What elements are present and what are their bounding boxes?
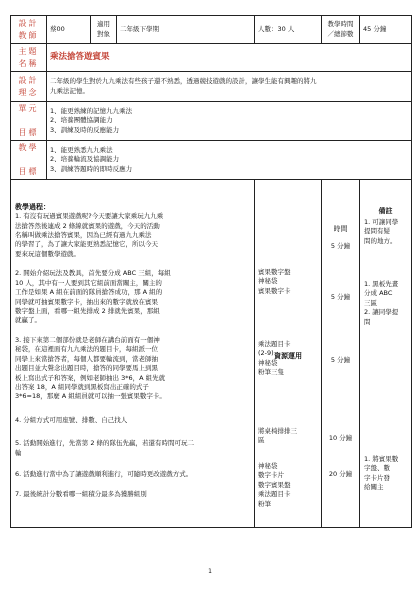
resources-header: 資源運用 — [274, 352, 302, 361]
header-row — [11, 16, 412, 44]
unit-goals-list: 1、能更熟練的記憶九九乘法 2、培養團體協調能力 3、訓練及時的反應能力 — [47, 102, 412, 141]
concept-text: 二年級的學生對於九九乘法有些孩子還不熟悉，透過競技遊戲的設計，讓學生能有興趣的將九 九乘法記憶。 — [47, 72, 412, 102]
time-header: 時間 — [333, 225, 348, 233]
process-step-6: 6. 活動進行當中為了讓遊戲順利進行，可隨時更改遊戲方式。 — [15, 470, 193, 479]
note-group-2: 1. 黑板先畫 分成 ABC 三區 2. 讓同學提 問 — [364, 280, 399, 326]
process-step-1: 1. 有沒有玩過賓果遊戲呢?今天要讓大家乘玩九九乘 法搶答然後連成 2 條線就賓果的遊戲，今天的活動 名稱叫做乘法搶答賓果，因為已經有過九九乘法 的學習了，為了讓大家能更熟悉記憶它，所以今天 要來玩這個數學遊戲。 — [15, 212, 164, 258]
topic-label: 主題 名稱 — [11, 44, 47, 72]
concept-row — [11, 72, 412, 102]
process-steps — [11, 180, 255, 528]
teaching-goals-list: 1、能更熟悉九九乘法 2、培養輪流及協調能力 3、訓練答題時的即時反應力 — [47, 141, 412, 180]
audience-label: 適用 對象 — [91, 16, 117, 44]
time-label: 教學時間 ／總節數 — [322, 16, 360, 44]
time-value: 45 分鐘 — [360, 16, 412, 44]
resource-group-3: 將桌椅排排三 區 — [258, 427, 297, 445]
resource-group-4: 神秘袋 數字卡片 數字賓果盤 乘法題目卡 粉筆 — [258, 462, 291, 508]
teaching-goals-row — [11, 141, 412, 180]
process-step-3: 3. 接下來第二個部份就是老師在講台前面有一個神 秘袋，在這裡面有九九乘法的題目卡，每組派一位 同學上來當搶答者，每個人都要輪流到，當老師抽 出題目並大聲念出題目時，搶答的同學要馬上到黑 板上寫出式子和答案，例如老師抽出 3*6，A 組先就 出答案 18，A 組同學就到黑板寫出正確的式子 3*6=18，那麼 A 組組員就可以抽一張賓果數字卡。 — [15, 335, 166, 401]
student-count: 人數：30 人 — [255, 16, 322, 44]
process-step-5: 5. 活動開始進行，先當第 2 條的隊伍先贏，若還有時間可玩二 輪 — [15, 439, 195, 457]
notes-header: 備註 — [378, 207, 393, 215]
process-step-7: 7. 最後統計分數看哪一組積分最多為獲勝組別 — [15, 489, 147, 498]
lesson-plan-table — [10, 15, 412, 528]
time-step-2: 5 分鐘 — [330, 293, 351, 301]
audience-value: 二年級下學期 — [117, 16, 255, 44]
page-number: 1 — [208, 568, 212, 575]
topic-row — [11, 44, 412, 72]
resource-group-2: 乘法題目卡 (2-9) 神秘袋 粉筆三隻 — [258, 340, 291, 377]
time-step-4: 10 分鐘 — [328, 434, 353, 442]
unit-goals-row — [11, 102, 412, 141]
process-row — [11, 180, 412, 528]
designer-value: 蔡00 — [47, 16, 91, 44]
topic-value: 乘法搶答遊賓果 — [47, 44, 412, 72]
time-step-1: 5 分鐘 — [330, 242, 351, 250]
time-step-5: 20 分鐘 — [328, 470, 353, 478]
process-step-2: 2. 開始介紹玩法及教具，首先要分成 ABC 三組，每組 10 人，其中有一人要到其它組前面當關主，關主的 工作是如果 A 組在前面的隊員搶答成功，那 A 組的 同學就可抽賓果數字卡，抽出來的數字就放在賓果 數字盤上面，看哪一組先排成 2 排就先賓果，那組 就贏了。 — [15, 269, 171, 325]
process-step-4: 4. 分組方式可用座號、排數、自己找人 — [15, 415, 128, 424]
time-step-3: 5 分鐘 — [330, 356, 351, 364]
process-title: 教學過程： — [15, 203, 50, 212]
note-group-3: 1. 將賓果數 字盤、數 字卡片發 給關主 — [364, 455, 399, 492]
notes-column — [360, 180, 412, 528]
resource-group-1: 賓果數字盤 神秘袋 賓果數字卡 — [258, 268, 291, 295]
designer-label: 設計 教師 — [11, 16, 47, 44]
unit-goals-label: 單元 目標 — [11, 102, 47, 141]
teaching-goals-label: 教學 目標 — [11, 141, 47, 180]
resources-column — [255, 180, 322, 528]
concept-label: 設計 理念 — [11, 72, 47, 102]
time-column — [322, 180, 360, 528]
note-group-1: 1. 可讓同學 提問有疑 問的地方。 — [364, 218, 399, 245]
